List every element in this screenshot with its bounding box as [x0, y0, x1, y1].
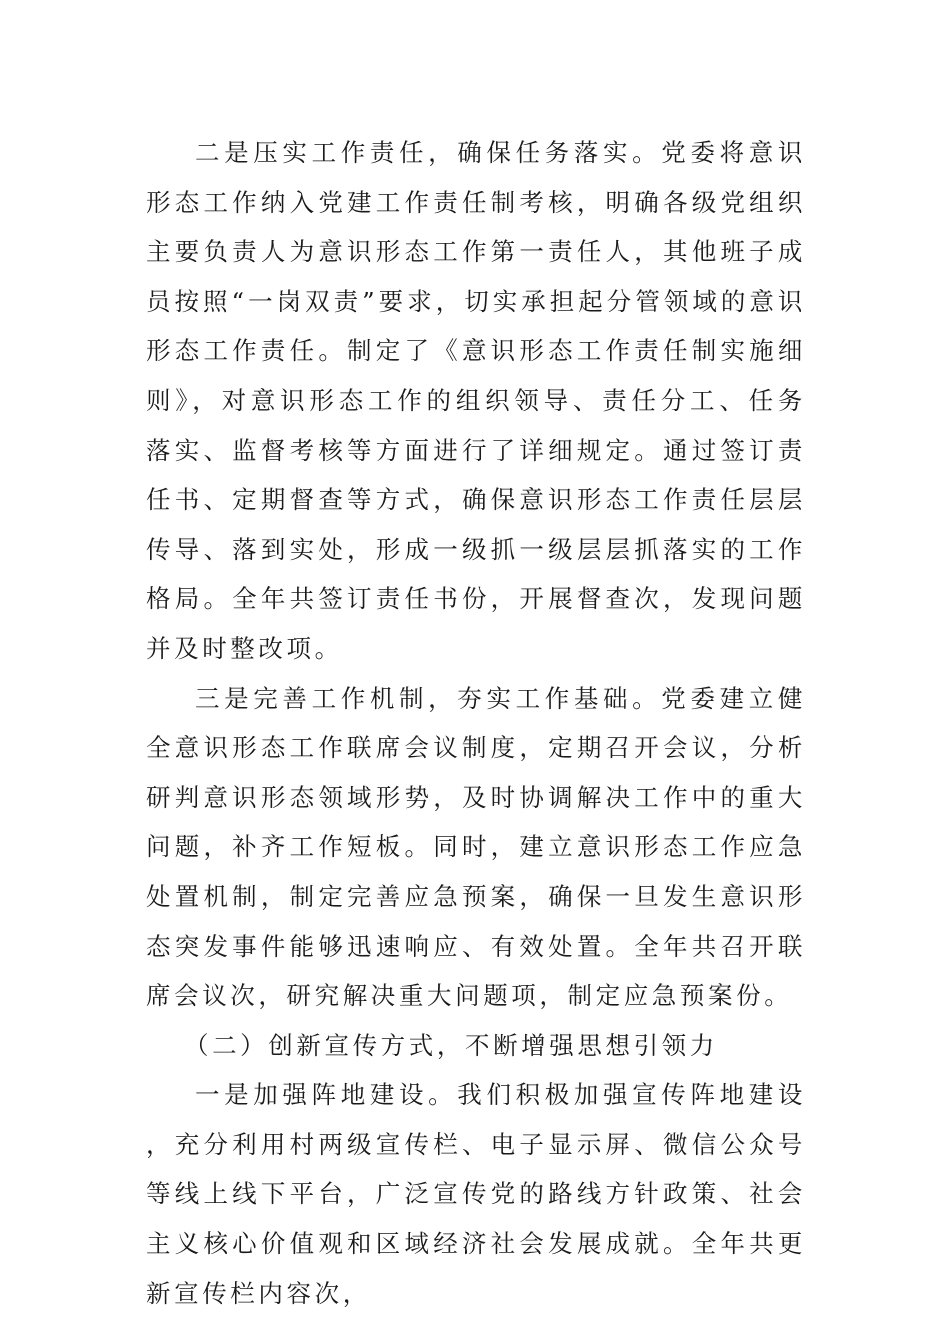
paragraph-platform: 一是加强阵地建设。我们积极加强宣传阵地建设，充分利用村两级宣传栏、电子显示屏、微信公众号等线上线下平台，广泛宣传党的路线方针政策、社会主义核心价值观和区域经济社会发展成就。全年共更新宣传栏内容次， — [146, 1080, 806, 1308]
section-heading: （二）创新宣传方式，不断增强思想引领力 — [183, 1030, 718, 1060]
document-page — [146, 128, 806, 1318]
paragraph-responsibility: 二是压实工作责任，确保任务落实。党委将意识形态工作纳入党建工作责任制考核，明确各级党组织主要负责人为意识形态工作第一责任人，其他班子成员按照“一岗双责”要求，切实承担起分管领域的意识形态工作责任。制定了《意识形态工作责任制实施细则》，对意识形态工作的组织领导、责任分工、任务落实、监督考核等方面进行了详细规定。通过签订责任书、定期督查等方式，确保意识形态工作责任层层传导、落到实处，形成一级抓一级层层抓落实的工作格局。全年共签订责任书份，开展督查次，发现问题并及时整改项。 — [146, 138, 806, 663]
paragraph-mechanism: 三是完善工作机制，夯实工作基础。党委建立健全意识形态工作联席会议制度，定期召开会议，分析研判意识形态领域形势，及时协调解决工作中的重大问题，补齐工作短板。同时，建立意识形态工作应急处置机制，制定完善应急预案，确保一旦发生意识形态突发事件能够迅速响应、有效处置。全年共召开联席会议次，研究解决重大问题项，制定应急预案份。 — [146, 683, 806, 1011]
